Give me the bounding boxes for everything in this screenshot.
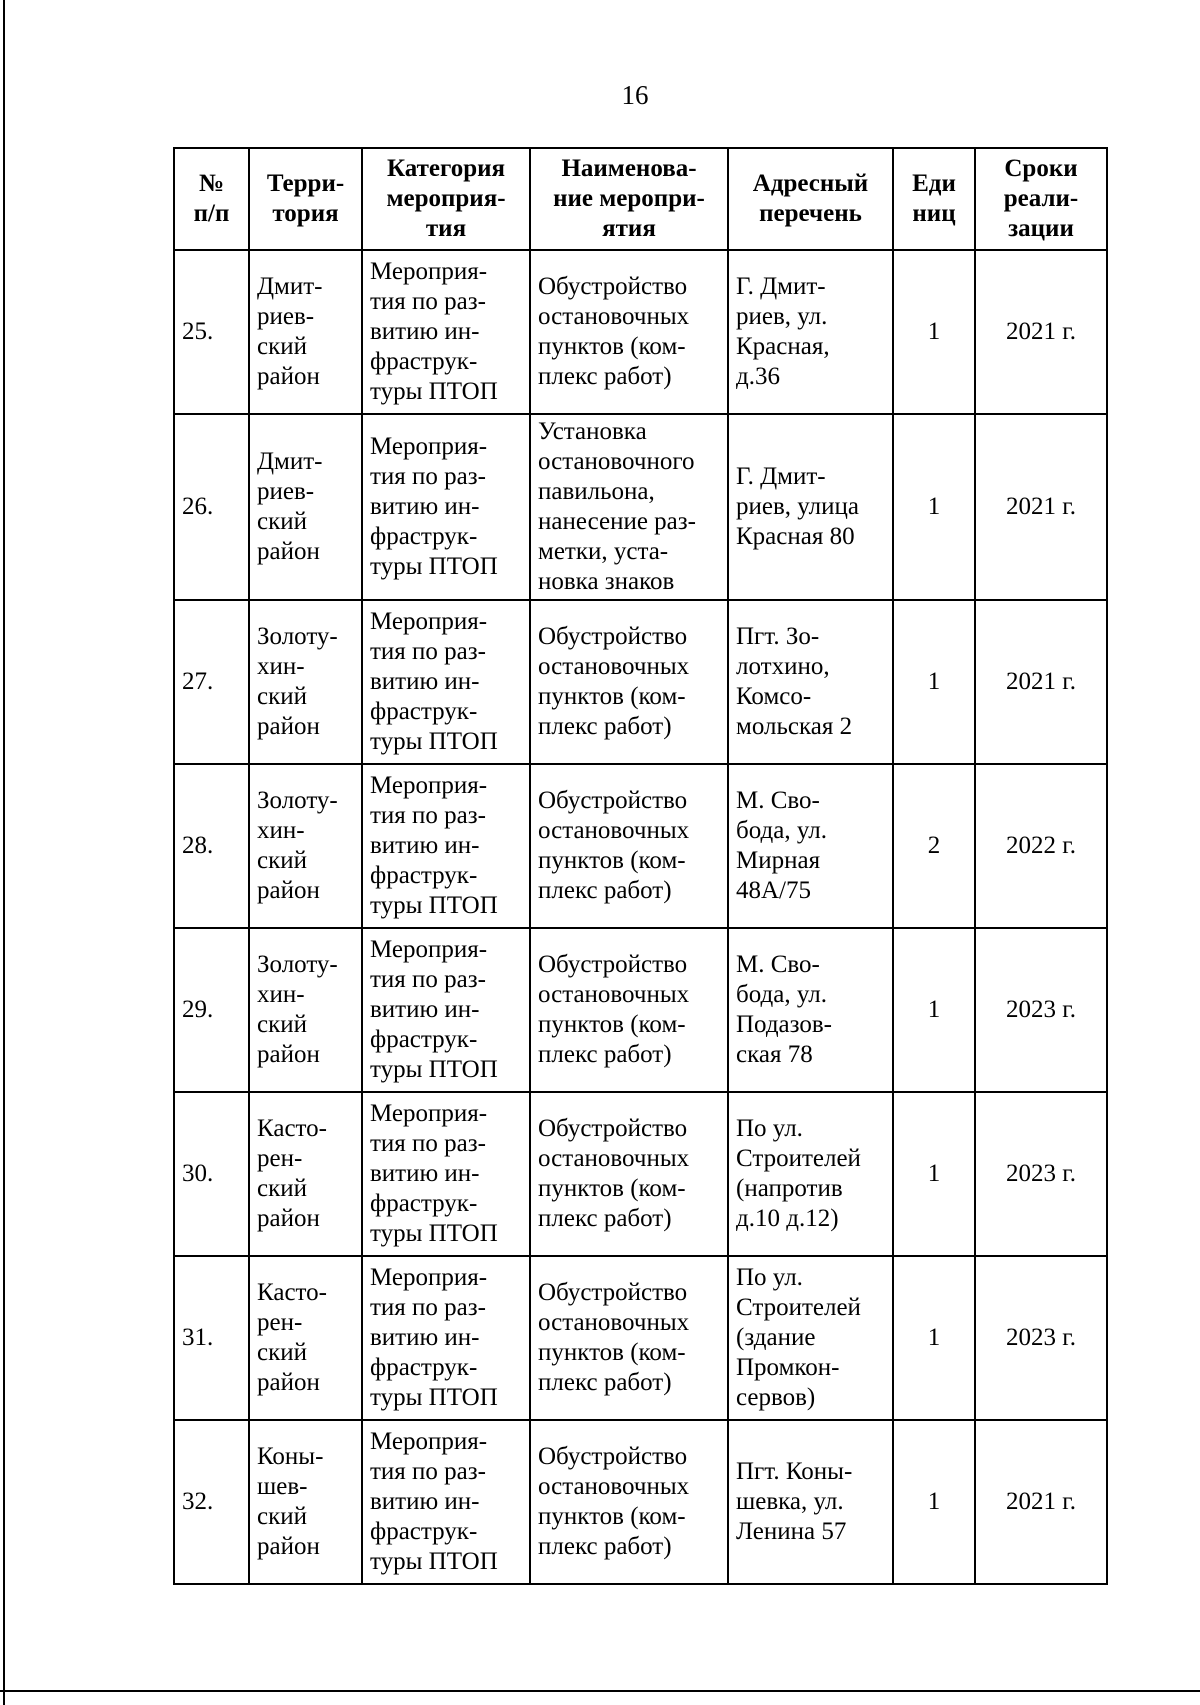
cell-units: 1: [893, 928, 975, 1092]
cell-number: 25.: [174, 250, 249, 414]
cell-address: Г. Дмит- риев, ул. Красная, д.36: [728, 250, 893, 414]
cell-territory: Золоту- хин- ский район: [249, 764, 362, 928]
cell-period: 2022 г.: [975, 764, 1107, 928]
cell-number: 27.: [174, 600, 249, 764]
cell-address: Пгт. Коны- шевка, ул. Ленина 57: [728, 1420, 893, 1584]
page-number: 16: [621, 80, 649, 110]
cell-address: М. Сво- бода, ул. Мирная 48А/75: [728, 764, 893, 928]
cell-territory: Золоту- хин- ский район: [249, 600, 362, 764]
cell-number: 28.: [174, 764, 249, 928]
table-row: [174, 1420, 1107, 1584]
header-units: Еди ниц: [893, 148, 975, 250]
header-address: Адресный перечень: [728, 148, 893, 250]
cell-name: Обустройство остановочных пунктов (ком- плекс работ): [530, 928, 728, 1092]
table-row: [174, 414, 1107, 600]
table-body: [174, 250, 1107, 1584]
cell-period: 2023 г.: [975, 1256, 1107, 1420]
cell-address: По ул. Строителей (напротив д.10 д.12): [728, 1092, 893, 1256]
cell-units: 1: [893, 600, 975, 764]
cell-category: Мероприя- тия по раз- витию ин- фраструк- туры ПТОП: [362, 1256, 530, 1420]
cell-period: 2021 г.: [975, 600, 1107, 764]
cell-name: Обустройство остановочных пунктов (ком- плекс работ): [530, 600, 728, 764]
header-territory: Терри- тория: [249, 148, 362, 250]
cell-territory: Коны- шев- ский район: [249, 1420, 362, 1584]
scan-edge-left: [3, 0, 5, 1705]
cell-units: 1: [893, 1256, 975, 1420]
header-period: Сроки реали- зации: [975, 148, 1107, 250]
table-row: [174, 764, 1107, 928]
table-row: [174, 928, 1107, 1092]
cell-number: 29.: [174, 928, 249, 1092]
cell-category: Мероприя- тия по раз- витию ин- фраструк- туры ПТОП: [362, 1420, 530, 1584]
header-name: Наименова- ние меропри- ятия: [530, 148, 728, 250]
cell-territory: Дмит- риев- ский район: [249, 414, 362, 600]
cell-number: 32.: [174, 1420, 249, 1584]
table-row: [174, 1092, 1107, 1256]
cell-territory: Касто- рен- ский район: [249, 1092, 362, 1256]
cell-name: Обустройство остановочных пунктов (ком- плекс работ): [530, 1092, 728, 1256]
table-row: [174, 250, 1107, 414]
cell-period: 2023 г.: [975, 1092, 1107, 1256]
cell-name: Установка остановочного павильона, нанесение раз- метки, уста- новка знаков: [530, 414, 728, 600]
cell-category: Мероприя- тия по раз- витию ин- фраструк- туры ПТОП: [362, 928, 530, 1092]
activities-table: [173, 147, 1108, 1585]
cell-units: 1: [893, 1092, 975, 1256]
cell-name: Обустройство остановочных пунктов (ком- плекс работ): [530, 1256, 728, 1420]
table-row: [174, 600, 1107, 764]
table-row: [174, 1256, 1107, 1420]
cell-address: М. Сво- бода, ул. Подазов- ская 78: [728, 928, 893, 1092]
cell-category: Мероприя- тия по раз- витию ин- фраструк- туры ПТОП: [362, 414, 530, 600]
cell-name: Обустройство остановочных пунктов (ком- плекс работ): [530, 1420, 728, 1584]
cell-name: Обустройство остановочных пунктов (ком- плекс работ): [530, 764, 728, 928]
cell-territory: Дмит- риев- ский район: [249, 250, 362, 414]
cell-period: 2021 г.: [975, 1420, 1107, 1584]
cell-name: Обустройство остановочных пунктов (ком- плекс работ): [530, 250, 728, 414]
cell-territory: Касто- рен- ский район: [249, 1256, 362, 1420]
cell-period: 2021 г.: [975, 250, 1107, 414]
table-header-row: [174, 148, 1107, 250]
cell-units: 1: [893, 414, 975, 600]
cell-category: Мероприя- тия по раз- витию ин- фраструк- туры ПТОП: [362, 764, 530, 928]
cell-territory: Золоту- хин- ский район: [249, 928, 362, 1092]
cell-number: 30.: [174, 1092, 249, 1256]
cell-address: Г. Дмит- риев, улица Красная 80: [728, 414, 893, 600]
header-category: Категория мероприя- тия: [362, 148, 530, 250]
cell-units: 1: [893, 250, 975, 414]
cell-category: Мероприя- тия по раз- витию ин- фраструк- туры ПТОП: [362, 1092, 530, 1256]
cell-number: 31.: [174, 1256, 249, 1420]
cell-number: 26.: [174, 414, 249, 600]
cell-category: Мероприя- тия по раз- витию ин- фраструк- туры ПТОП: [362, 600, 530, 764]
cell-address: По ул. Строителей (здание Промкон- сервов): [728, 1256, 893, 1420]
cell-units: 1: [893, 1420, 975, 1584]
header-number: № п/п: [174, 148, 249, 250]
cell-period: 2021 г.: [975, 414, 1107, 600]
cell-units: 2: [893, 764, 975, 928]
scan-edge-bottom: [0, 1690, 1200, 1692]
cell-category: Мероприя- тия по раз- витию ин- фраструк- туры ПТОП: [362, 250, 530, 414]
cell-period: 2023 г.: [975, 928, 1107, 1092]
cell-address: Пгт. Зо- лотхино, Комсо- мольская 2: [728, 600, 893, 764]
